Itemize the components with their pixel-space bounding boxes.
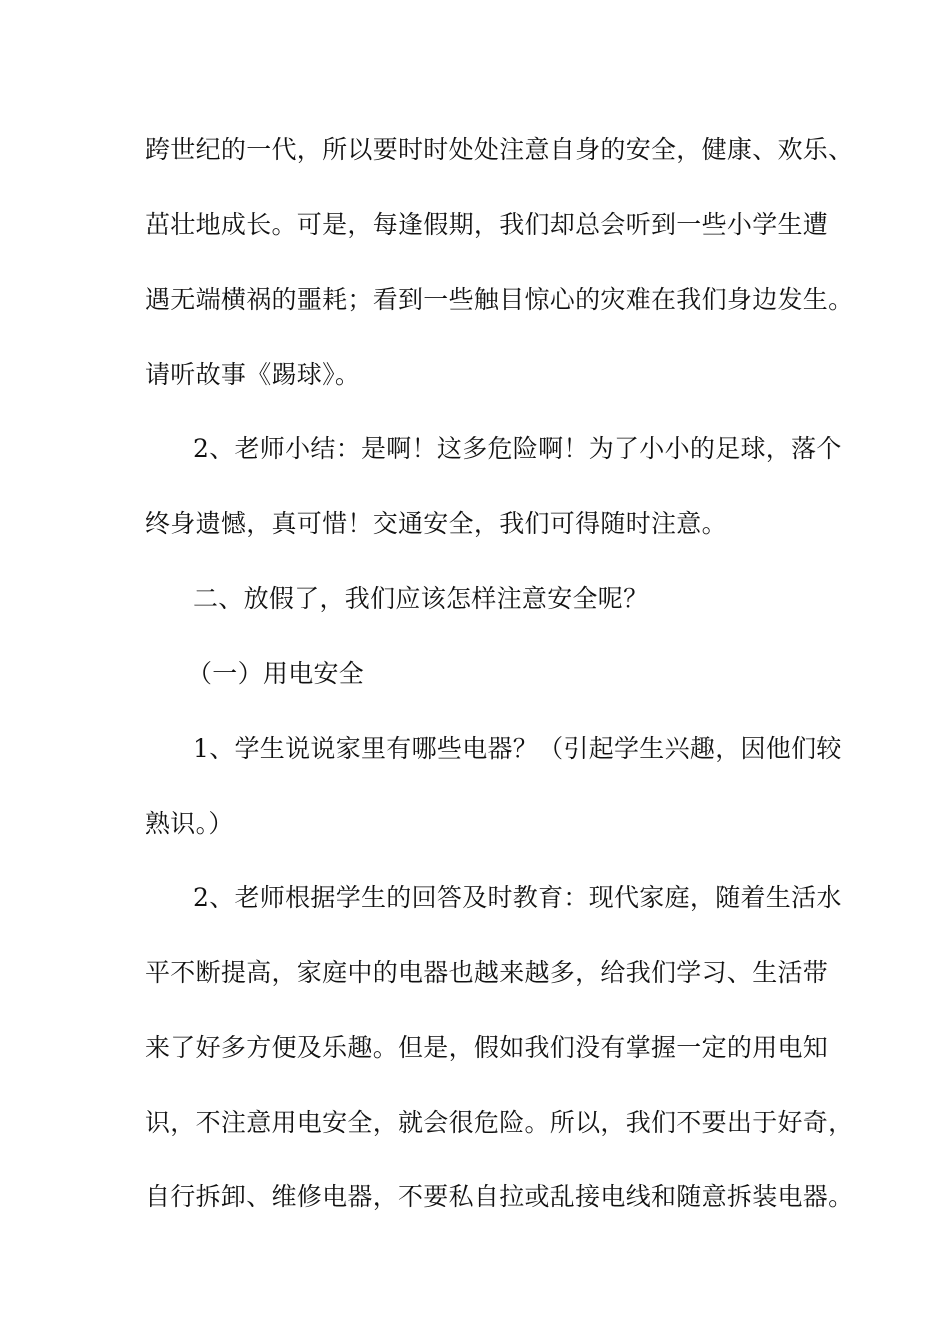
text-line-12: 平不断提高，家庭中的电器也越来越多，给我们学习、生活带 bbox=[145, 958, 829, 987]
subsection-heading: （一）用电安全 bbox=[187, 659, 365, 688]
text-line-13: 来了好多方便及乐趣。但是，假如我们没有掌握一定的用电知 bbox=[145, 1033, 829, 1062]
text-line-6: 终身遗憾，真可惜！交通安全，我们可得随时注意。 bbox=[145, 509, 727, 538]
text-line-11: 2、老师根据学生的回答及时教育：现代家庭，随着生活水 bbox=[193, 883, 842, 912]
section-heading: 二、放假了，我们应该怎样注意安全呢？ bbox=[193, 584, 649, 613]
text-line-14: 识，不注意用电安全，就会很危险。所以，我们不要出于好奇， bbox=[145, 1108, 854, 1137]
text-line-9: 1、学生说说家里有哪些电器？（引起学生兴趣，因他们较 bbox=[193, 734, 842, 763]
text-line-4: 请听故事《踢球》。 bbox=[145, 360, 361, 389]
text-line-2: 茁壮地成长。可是，每逢假期，我们却总会听到一些小学生遭 bbox=[145, 210, 829, 239]
text-line-3: 遇无端横祸的噩耗；看到一些触目惊心的灾难在我们身边发生。 bbox=[145, 285, 854, 314]
text-line-10: 熟识。） bbox=[145, 809, 234, 838]
text-line-1: 跨世纪的一代，所以要时时处处注意自身的安全，健康、欢乐、 bbox=[145, 135, 854, 164]
text-line-15: 自行拆卸、维修电器，不要私自拉或乱接电线和随意拆装电器。 bbox=[145, 1182, 854, 1211]
text-line-5: 2、老师小结：是啊！这多危险啊！为了小小的足球，落个 bbox=[193, 434, 842, 463]
